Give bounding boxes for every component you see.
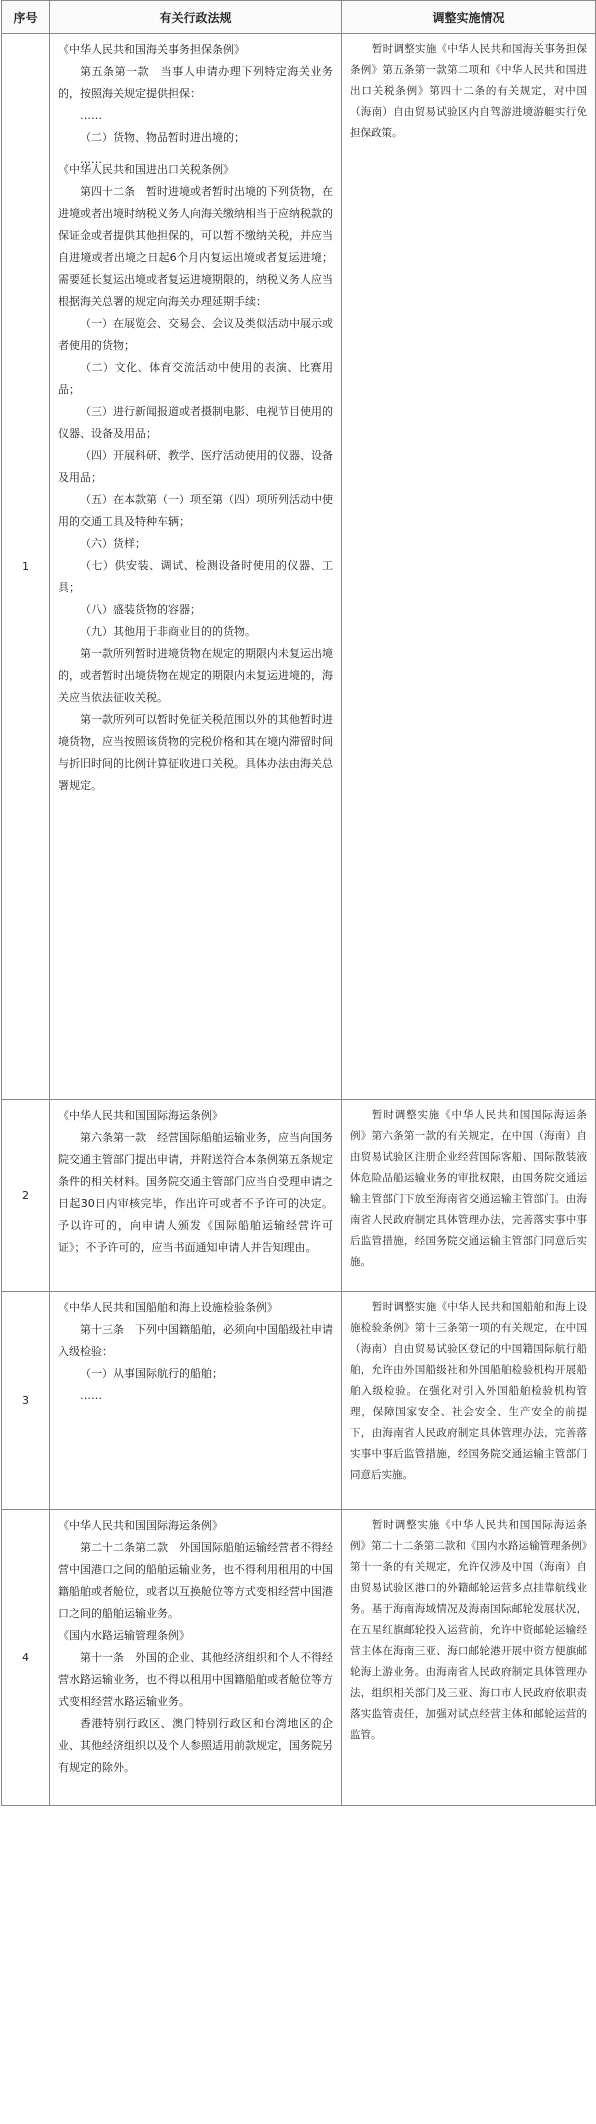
law-paragraph: （四）开展科研、教学、医疗活动使用的仪器、设备及用品； <box>58 449 333 484</box>
law-paragraph: 第一款所列可以暂时免征关税范围以外的其他暂时进境货物，应当按照该货物的完税价格和其在境内滞留时间与折旧时间的比例计算征收进口关税。具体办法由海关总署规定。 <box>58 713 333 792</box>
law-paragraph: …… <box>80 153 102 166</box>
adjust-cell <box>342 34 596 1100</box>
adjust-cell <box>342 1292 596 1510</box>
law-title: 《中华人民共和国进出口关税条例》 <box>58 163 234 176</box>
table-row <box>2 1510 596 1806</box>
law-paragraph: 第十三条 下列中国籍船舶，必须向中国船级社申请入级检验： <box>58 1323 333 1358</box>
adjust-text: 暂时调整实施《中华人民共和国海关事务担保条例》第五条第一款第二项和《中华人民共和国进出口关税条例》第四十二条的有关规定，对中国（海南）自由贸易试验区内自驾游进境游艇实行免担保政策。 <box>350 43 587 139</box>
law-cell <box>50 1292 342 1510</box>
row-seq: 4 <box>2 1510 50 1806</box>
adjust-text: 暂时调整实施《中华人民共和国船舶和海上设施检验条例》第十三条第一项的有关规定，在中国（海南）自由贸易试验区登记的中国籍国际航行船舶，允许由外国船级社和外国船舶检验机构开展船舶入级检验。在强化对引入外国船舶检验机构管理，保障国家安全、社会安全、生产安全的前提下，由海南省人民政府制定具体管理办法，完善落实事中事后监管措施，经国务院交通运输主管部门同意后实施。 <box>350 1301 587 1481</box>
law-paragraph: （七）供安装、调试、检测设备时使用的仪器、工具； <box>58 559 333 594</box>
law-paragraph: 第五条第一款 当事人申请办理下列特定海关业务的，按照海关规定提供担保： <box>58 65 333 100</box>
law-cell <box>50 1510 342 1806</box>
law-title: 《国内水路运输管理条例》 <box>58 1629 190 1642</box>
header-adjust: 调整实施情况 <box>342 1 596 34</box>
adjust-text: 暂时调整实施《中华人民共和国国际海运条例》第二十二条第二款和《国内水路运输管理条例》第十一条的有关规定，允许仅涉及中国（海南）自由贸易试验区港口的外籍邮轮运营多点挂靠航线业务。基于海南海域情况及海南国际邮轮发展状况，在五星红旗邮轮投入运营前，允许中资邮轮运输经营主体在海南三亚、海口邮轮港开展中资方便旗邮轮海上游业务。由海南省人民政府制定具体管理办法，组织相关部门及三亚、海口市人民政府依职责落实监管责任，加强对试点经营主体和邮轮运营的监管。 <box>350 1519 587 1741</box>
adjust-cell <box>342 1100 596 1292</box>
law-paragraph: （六）货样； <box>80 537 146 550</box>
row-seq: 3 <box>2 1292 50 1510</box>
law-title: 《中华人民共和国国际海运条例》 <box>58 1109 223 1122</box>
law-paragraph: 第十一条 外国的企业、其他经济组织和个人不得经营水路运输业务，也不得以租用中国籍船舶或者舱位等方式变相经营水路运输业务。 <box>58 1651 333 1708</box>
law-title: 《中华人民共和国国际海运条例》 <box>58 1519 223 1532</box>
law-paragraph: 第四十二条 暂时进境或者暂时出境的下列货物，在进境或者出境时纳税义务人向海关缴纳相当于应纳税款的保证金或者提供其他担保的，可以暂不缴纳关税，并应当自进境或者出境之日起6个月内复运出境或者复运进境；需要延长复运出境或者复运进境期限的，纳税义务人应当根据海关总署的规定向海关办理延期手续： <box>58 185 333 308</box>
adjust-text: 暂时调整实施《中华人民共和国国际海运条例》第六条第一款的有关规定，在中国（海南）自由贸易试验区注册企业经营国际客船、国际散装液体危险品船运输业务的审批权限，由国务院交通运输主管部门下放至海南省交通运输主管部门。由海南省人民政府制定具体管理办法，完善落实事中事后监管措施，经国务院交通运输主管部门同意后实施。 <box>350 1109 587 1268</box>
regulation-table <box>1 0 596 1806</box>
table-row <box>2 1292 596 1510</box>
table-row <box>2 1100 596 1292</box>
law-paragraph: …… <box>80 1389 102 1402</box>
table-header-row <box>2 1 596 34</box>
law-paragraph: 第六条第一款 经营国际船舶运输业务，应当向国务院交通主管部门提出申请，并附送符合本条例第五条规定条件的相关材料。国务院交通主管部门应当自受理申请之日起30日内审核完毕，作出许可或者不予许可的决定。予以许可的，向申请人颁发《国际船舶运输经营许可证》；不予许可的，应当书面通知申请人并告知理由。 <box>58 1131 333 1254</box>
law-cell <box>50 1100 342 1292</box>
regulation-table-page <box>1 0 595 1806</box>
row-seq: 1 <box>2 34 50 1100</box>
law-paragraph: （八）盛装货物的容器； <box>80 603 201 616</box>
law-title: 《中华人民共和国海关事务担保条例》 <box>58 43 245 56</box>
row-seq: 2 <box>2 1100 50 1292</box>
law-paragraph: （三）进行新闻报道或者摄制电影、电视节目使用的仪器、设备及用品； <box>58 405 333 440</box>
law-paragraph: （二）文化、体育交流活动中使用的表演、比赛用品； <box>58 361 333 396</box>
law-paragraph: （二）货物、物品暂时进出境的； <box>80 131 245 144</box>
law-title: 《中华人民共和国船舶和海上设施检验条例》 <box>58 1301 278 1314</box>
law-paragraph: （一）从事国际航行的船舶； <box>80 1367 223 1380</box>
header-seq: 序号 <box>2 1 50 34</box>
law-paragraph: 香港特别行政区、澳门特别行政区和台湾地区的企业、其他经济组织以及个人参照适用前款规定，国务院另有规定的除外。 <box>58 1717 333 1774</box>
header-law: 有关行政法规 <box>50 1 342 34</box>
law-paragraph: （一）在展览会、交易会、会议及类似活动中展示或者使用的货物； <box>58 317 333 352</box>
law-paragraph: …… <box>80 109 102 122</box>
adjust-cell <box>342 1510 596 1806</box>
law-paragraph: 第一款所列暂时进境货物在规定的期限内未复运出境的，或者暂时出境货物在规定的期限内未复运进境的，海关应当依法征收关税。 <box>58 647 333 704</box>
law-paragraph: （五）在本款第（一）项至第（四）项所列活动中使用的交通工具及特种车辆； <box>58 493 333 528</box>
law-paragraph: 第二十二条第二款 外国国际船舶运输经营者不得经营中国港口之间的船舶运输业务，也不得利用租用的中国籍船舶或者舱位，或者以互换舱位等方式变相经营中国港口之间的船舶运输业务。 <box>58 1541 333 1620</box>
law-paragraph: （九）其他用于非商业目的的货物。 <box>80 625 256 638</box>
law-cell <box>50 34 342 1100</box>
table-row <box>2 34 596 1100</box>
